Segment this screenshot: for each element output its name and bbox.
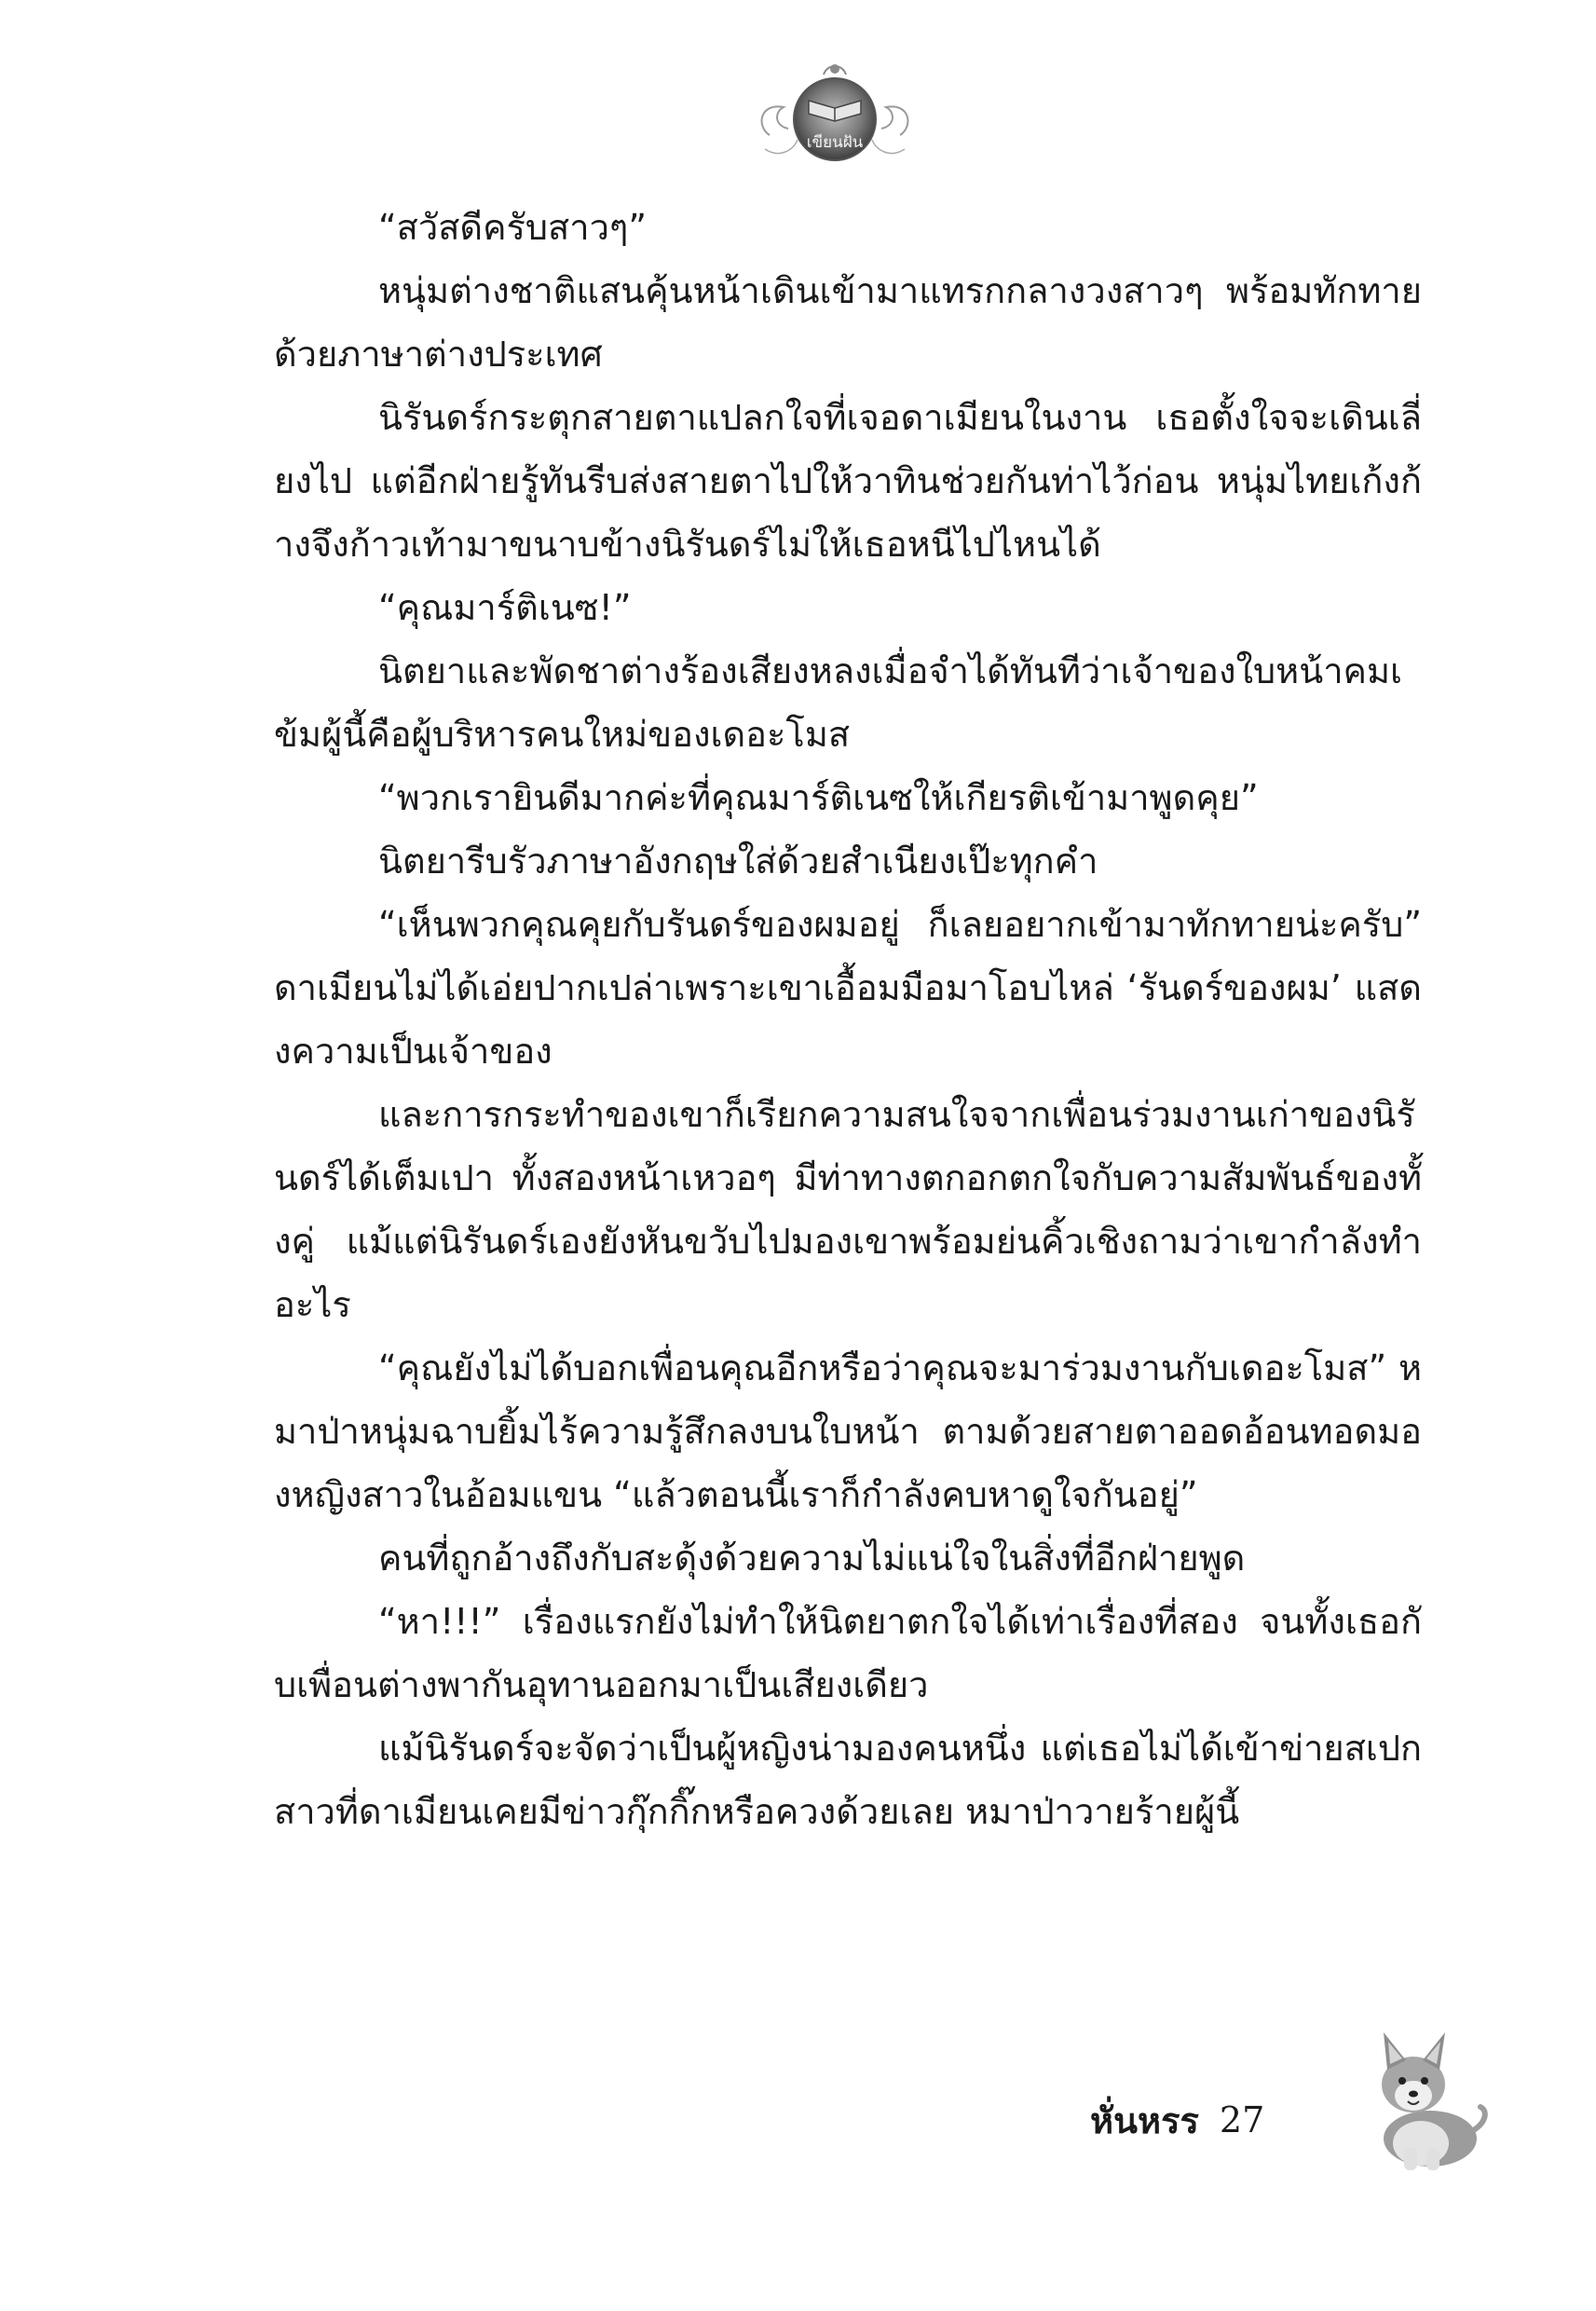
paragraph: “หา!!!” เรื่องแรกยังไม่ทำให้นิตยาตกใจได้เท่าเรื่องที่สอง จนทั้งเธอกับเพื่อนต่างพากันอุทานออกมาเป็นเสียงเดียว	[274, 1601, 1422, 1705]
paragraph: นิตยาและพัดชาต่างร้องเสียงหลงเมื่อจำได้ทันทีว่าเจ้าของใบหน้าคมเข้มผู้นี้คือผู้บริหารคนใหม่ของเดอะโมส	[274, 650, 1402, 755]
paragraph: คนที่ถูกอ้างถึงกับสะดุ้งด้วยความไม่แน่ใจในสิ่งที่อีกฝ่ายพูด	[378, 1538, 1246, 1579]
paragraph: หนุ่มต่างชาติแสนคุ้นหน้าเดินเข้ามาแทรกกลางวงสาวๆ พร้อมทักทายด้วยภาษาต่างประเทศ	[274, 270, 1422, 375]
svg-text:เขียนฝัน: เขียนฝัน	[806, 133, 864, 152]
paragraph: “เห็นพวกคุณคุยกับรันดร์ของผมอยู่ ก็เลยอยากเข้ามาทักทายน่ะครับ” ดาเมียนไม่ได้เอ่ยปากเปล่าเพราะเขาเอื้อมมือมาโอบไหล่ ‘รันดร์ของผม’ แสดงความเป็นเจ้าของ	[274, 904, 1422, 1072]
paragraph: นิตยารีบรัวภาษาอังกฤษใส่ด้วยสำเนียงเป๊ะทุกคำ	[378, 841, 1098, 882]
page-footer	[1090, 2083, 1264, 2157]
paragraph: “สวัสดีครับสาวๆ”	[378, 207, 648, 248]
corgi-dog-icon	[1356, 2017, 1495, 2176]
paragraph: “คุณยังไม่ได้บอกเพื่อนคุณอีกหรือว่าคุณจะมาร่วมงานกับเดอะโมส” หมาป่าหนุ่มฉาบยิ้มไร้ความรู้สึกลงบนใบหน้า ตามด้วยสายตาออดอ้อนทอดมองหญิงสาวในอ้อมแขน “แล้วตอนนี้เราก็กำลังคบหาดูใจกันอยู่”	[274, 1347, 1422, 1515]
book-title: หั่นหรร	[1090, 2099, 1199, 2141]
paragraph: นิรันดร์กระตุกสายตาแปลกใจที่เจอดาเมียนในงาน เธอตั้งใจจะเดินเลี่ยงไป แต่อีกฝ่ายรู้ทันรีบส่งสายตาไปให้วาทินช่วยกันท่าไว้ก่อน หนุ่มไทยเก้งก้างจึงก้าวเท้ามาขนาบข้างนิรันดร์ไม่ให้เธอหนีไปไหนได้	[274, 397, 1422, 565]
paragraph: แม้นิรันดร์จะจัดว่าเป็นผู้หญิงน่ามองคนหนึ่ง แต่เธอไม่ได้เข้าข่ายสเปกสาวที่ดาเมียนเคยมีข่าวกุ๊กกิ๊กหรือควงด้วยเลย หมาป่าวายร้ายผู้นี้	[274, 1728, 1422, 1832]
ornamental-book-emblem-icon	[751, 47, 919, 177]
page-number: 27	[1219, 2099, 1265, 2140]
paragraph: “พวกเรายินดีมากค่ะที่คุณมาร์ติเนซให้เกียรติเข้ามาพูดคุย”	[378, 777, 1259, 818]
paragraph: “คุณมาร์ติเนซ!”	[378, 587, 632, 628]
paragraph: และการกระทำของเขาก็เรียกความสนใจจากเพื่อนร่วมงานเก่าของนิรันดร์ได้เต็มเปา ทั้งสองหน้าเหวอๆ มีท่าทางตกอกตกใจกับความสัมพันธ์ของทั้งคู่ แม้แต่นิรันดร์เองยังหันขวับไปมองเขาพร้อมย่นคิ้วเชิงถามว่าเขากำลังทำอะไร	[274, 1094, 1422, 1325]
body-text	[274, 196, 1422, 1843]
